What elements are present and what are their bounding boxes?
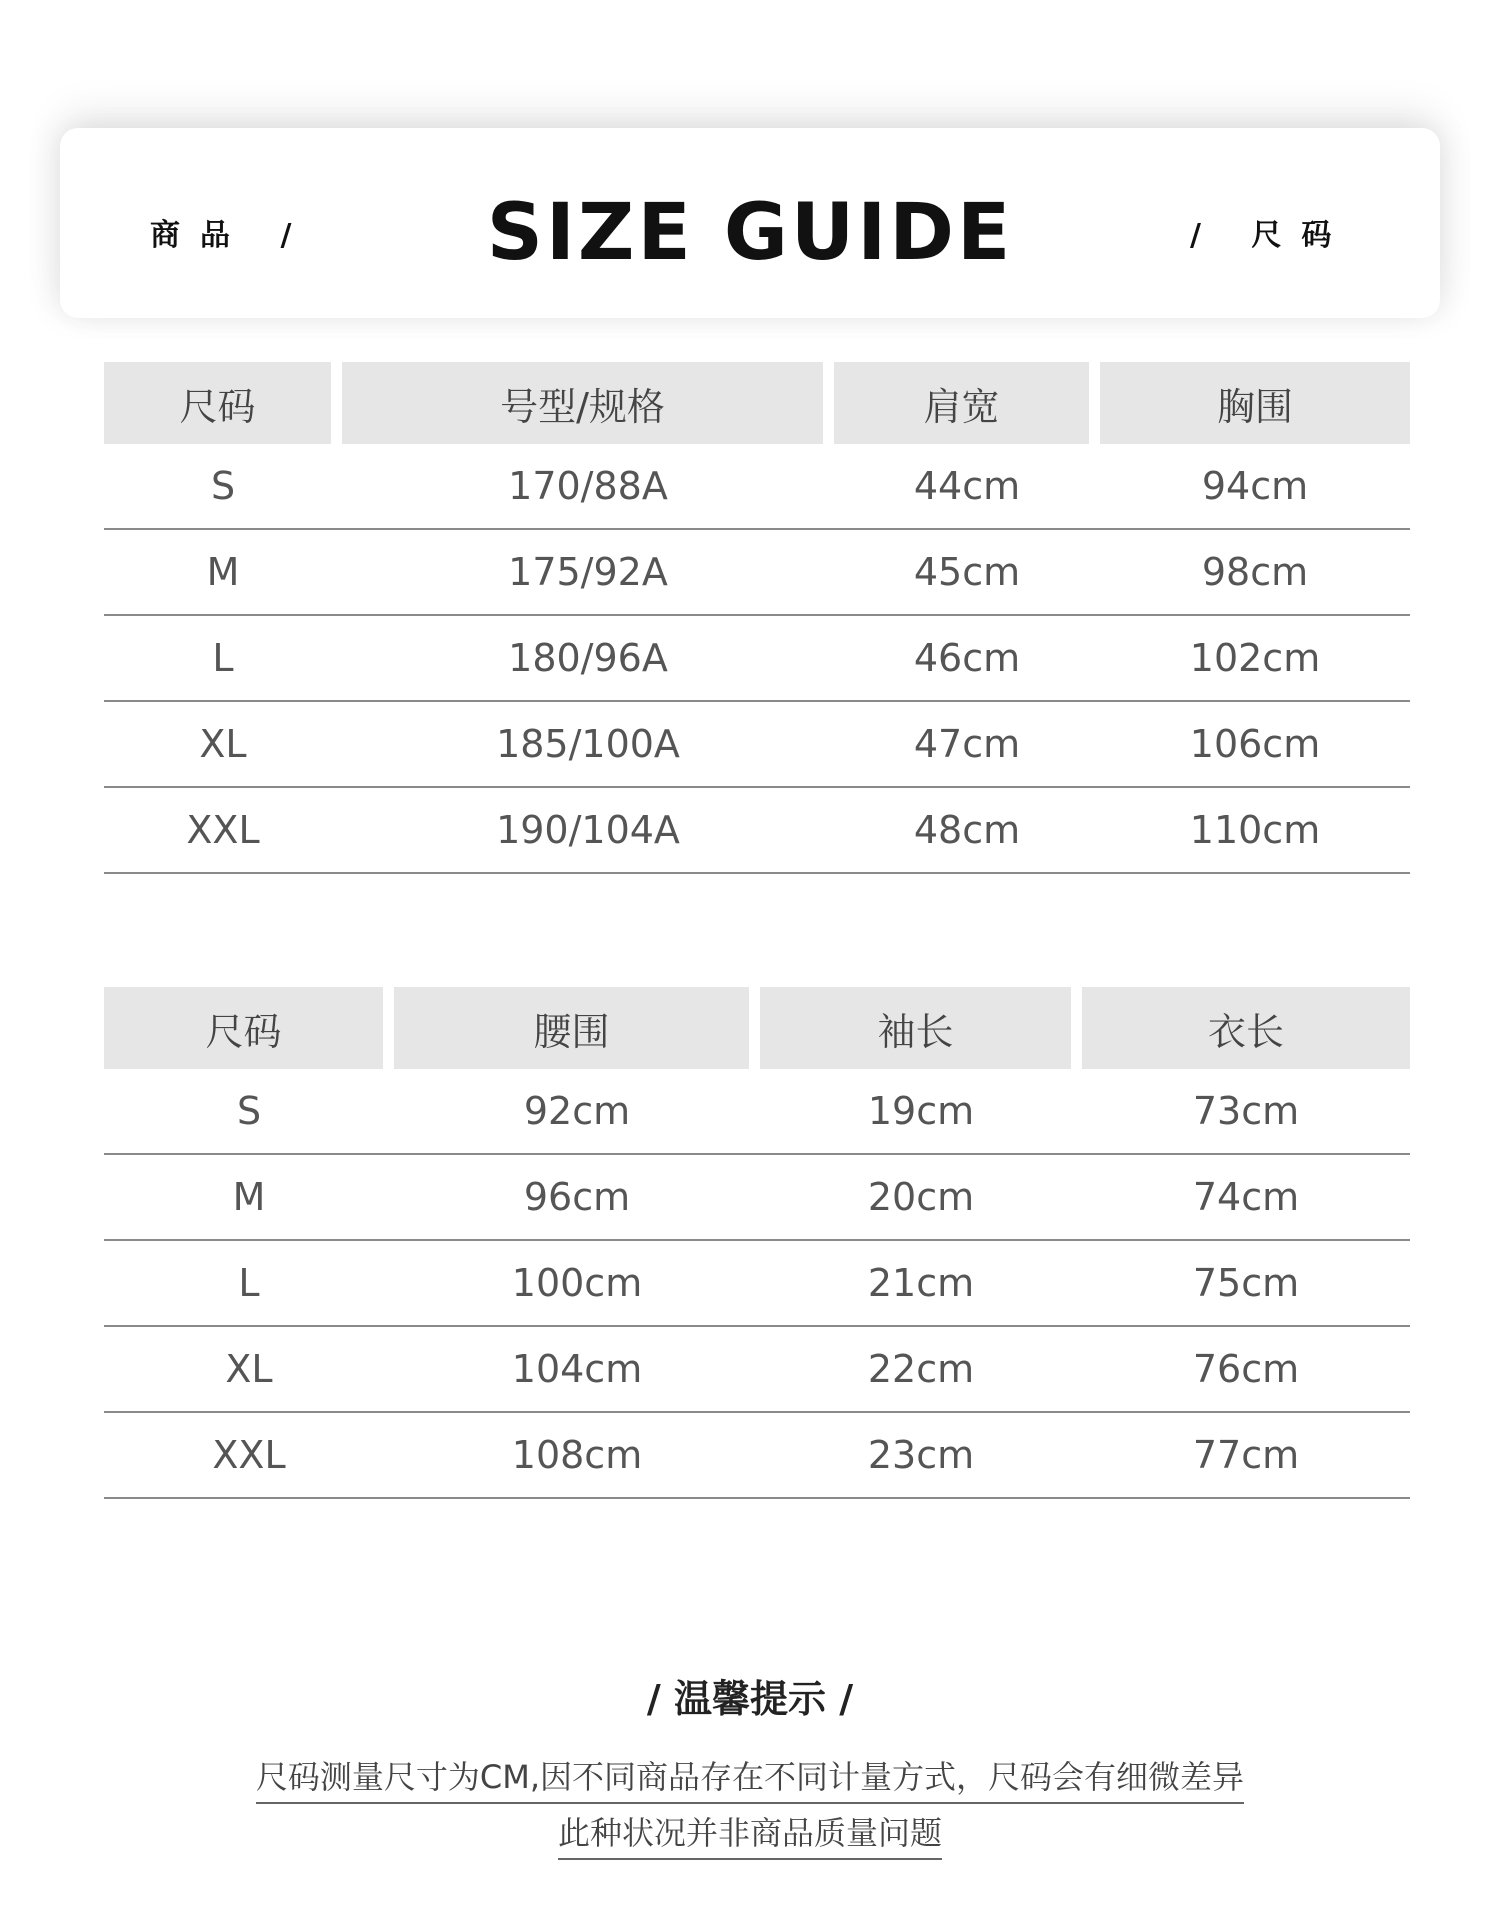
table-row bbox=[104, 616, 1410, 702]
header-cell: 尺码 bbox=[104, 987, 394, 1069]
table-cell: 94cm bbox=[1100, 444, 1410, 530]
table-cell: 92cm bbox=[394, 1069, 760, 1155]
table-cell: L bbox=[104, 1241, 394, 1327]
table-cell: 106cm bbox=[1100, 702, 1410, 788]
table-cell: 108cm bbox=[394, 1413, 760, 1499]
notice-line-2 bbox=[0, 1808, 1500, 1860]
table-row bbox=[104, 1327, 1410, 1413]
table-cell: 77cm bbox=[1082, 1413, 1410, 1499]
table-cell: 102cm bbox=[1100, 616, 1410, 702]
table-cell: 185/100A bbox=[342, 702, 834, 788]
table-cell: 73cm bbox=[1082, 1069, 1410, 1155]
table-cell: 46cm bbox=[834, 616, 1100, 702]
table-cell: S bbox=[104, 1069, 394, 1155]
page-title: SIZE GUIDE bbox=[486, 188, 1014, 278]
header-cell: 腰围 bbox=[394, 987, 760, 1069]
header-cell: 尺码 bbox=[104, 362, 342, 444]
table-row bbox=[104, 702, 1410, 788]
table-cell: 44cm bbox=[834, 444, 1100, 530]
table-cell: 21cm bbox=[760, 1241, 1082, 1327]
header-cell: 胸围 bbox=[1100, 362, 1410, 444]
table-cell: 19cm bbox=[760, 1069, 1082, 1155]
table-cell: XL bbox=[104, 702, 342, 788]
header-right-label: / 尺码 bbox=[1190, 218, 1352, 253]
table-cell: S bbox=[104, 444, 342, 530]
size-table-2 bbox=[104, 987, 1410, 1499]
table-cell: 75cm bbox=[1082, 1241, 1410, 1327]
table-cell: 76cm bbox=[1082, 1327, 1410, 1413]
table-row bbox=[104, 444, 1410, 530]
table-cell: XL bbox=[104, 1327, 394, 1413]
header-cell: 肩宽 bbox=[834, 362, 1100, 444]
table-row bbox=[104, 1241, 1410, 1327]
header-left-label: 商品 / bbox=[150, 218, 312, 253]
table-header-row bbox=[104, 987, 1410, 1069]
table-cell: 104cm bbox=[394, 1327, 760, 1413]
header-cell: 衣长 bbox=[1082, 987, 1410, 1069]
notice-line-2-text: 此种状况并非商品质量问题 bbox=[558, 1808, 942, 1860]
table-cell: 20cm bbox=[760, 1155, 1082, 1241]
table-cell: XXL bbox=[104, 788, 342, 874]
header-cell: 号型/规格 bbox=[342, 362, 834, 444]
table-cell: 48cm bbox=[834, 788, 1100, 874]
table-row bbox=[104, 1069, 1410, 1155]
table-cell: 45cm bbox=[834, 530, 1100, 616]
table-cell: 96cm bbox=[394, 1155, 760, 1241]
table-cell: 175/92A bbox=[342, 530, 834, 616]
table-cell: M bbox=[104, 530, 342, 616]
size-table-1 bbox=[104, 362, 1410, 874]
table-cell: 98cm bbox=[1100, 530, 1410, 616]
table-cell: 180/96A bbox=[342, 616, 834, 702]
table-row bbox=[104, 1155, 1410, 1241]
table-cell: 23cm bbox=[760, 1413, 1082, 1499]
header-cell: 袖长 bbox=[760, 987, 1082, 1069]
table-cell: 170/88A bbox=[342, 444, 834, 530]
table-cell: 110cm bbox=[1100, 788, 1410, 874]
table-cell: 100cm bbox=[394, 1241, 760, 1327]
table-cell: M bbox=[104, 1155, 394, 1241]
table-row bbox=[104, 530, 1410, 616]
table-row bbox=[104, 1413, 1410, 1499]
notice-title: / 温馨提示 / bbox=[646, 1677, 854, 1721]
table-header-row bbox=[104, 362, 1410, 444]
table-cell: 22cm bbox=[760, 1327, 1082, 1413]
table-cell: 74cm bbox=[1082, 1155, 1410, 1241]
notice-line-1-text: 尺码测量尺寸为CM,因不同商品存在不同计量方式，尺码会有细微差异 bbox=[256, 1752, 1244, 1804]
table-row bbox=[104, 788, 1410, 874]
notice-line-1 bbox=[0, 1752, 1500, 1804]
table-cell: 47cm bbox=[834, 702, 1100, 788]
table-cell: L bbox=[104, 616, 342, 702]
table-cell: 190/104A bbox=[342, 788, 834, 874]
table-cell: XXL bbox=[104, 1413, 394, 1499]
